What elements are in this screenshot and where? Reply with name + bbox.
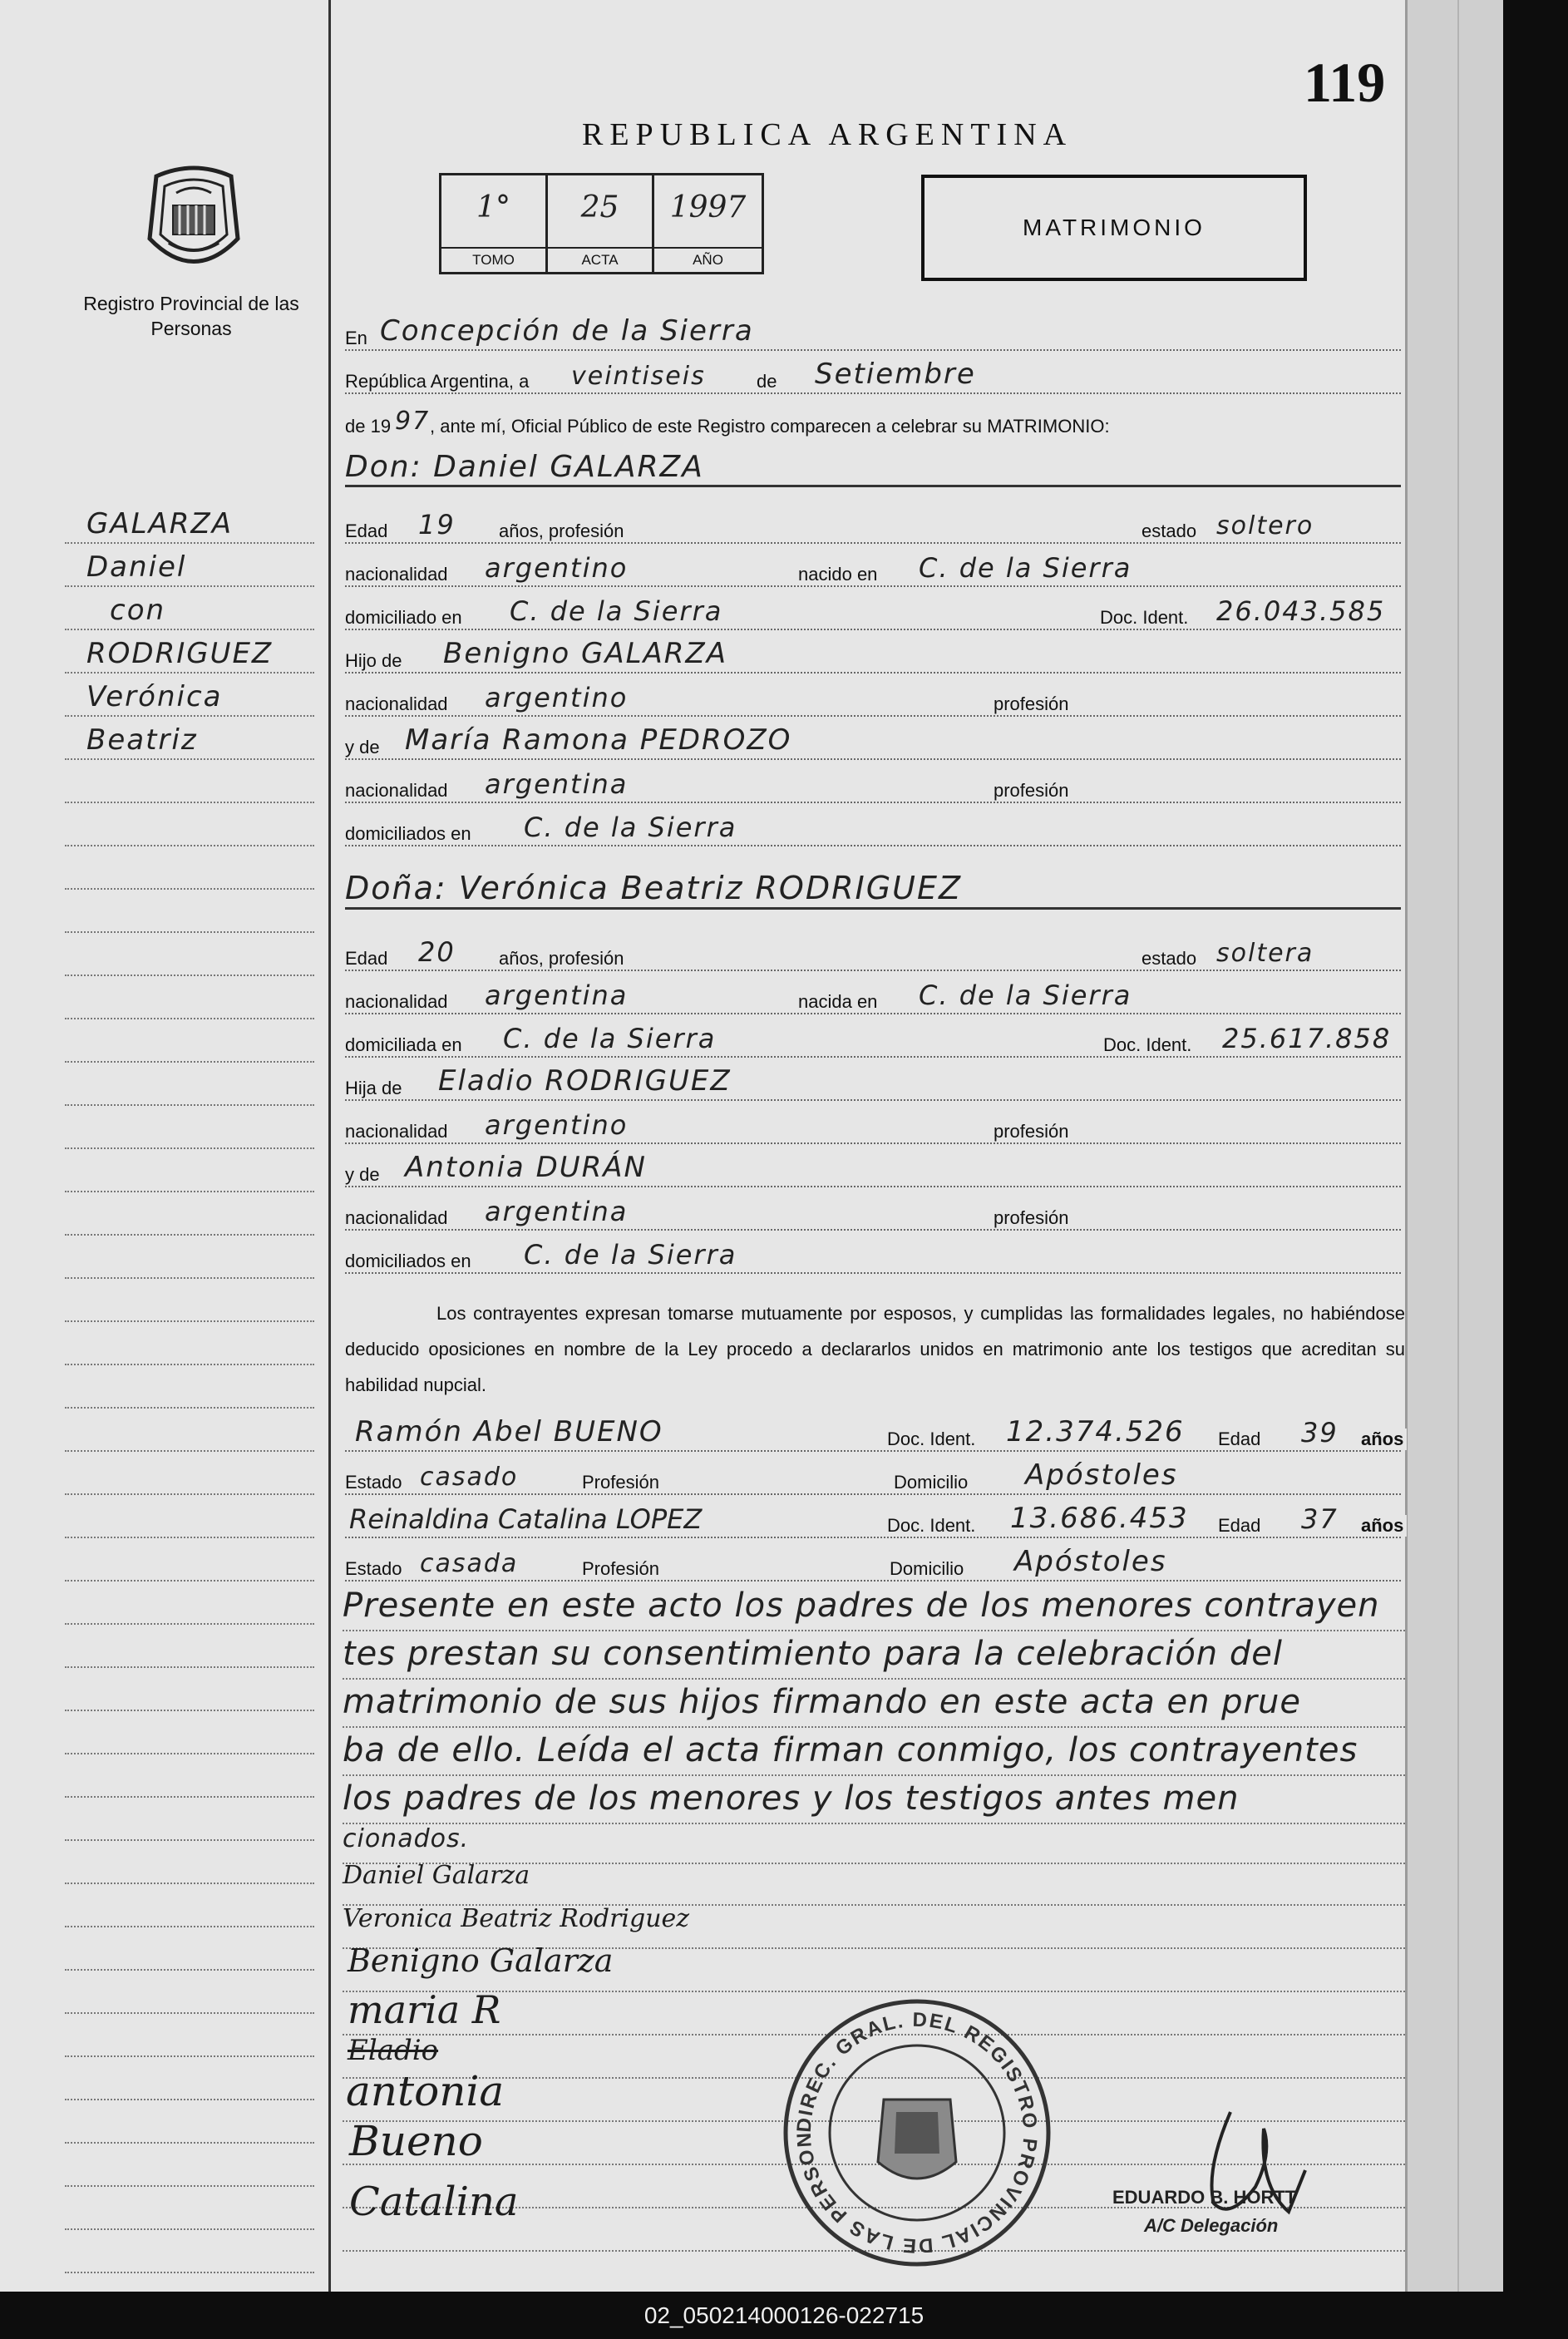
margin-name: RODRIGUEZ xyxy=(86,637,274,670)
margin-line xyxy=(65,722,314,765)
tomo-value: 1° xyxy=(476,190,510,225)
margin-line xyxy=(65,1154,314,1197)
groom-domicile-line xyxy=(345,592,1401,635)
margin-line xyxy=(65,635,314,679)
profesion-label: profesión xyxy=(994,1121,1072,1142)
official-signature-icon xyxy=(1181,2104,1347,2233)
profesion-label: profesión xyxy=(994,1207,1072,1229)
witness2-doc: 13.686.453 xyxy=(1010,1502,1189,1535)
witness2-name: Reinaldina Catalina LOPEZ xyxy=(349,1503,703,1535)
bride-mother-nationality: argentina xyxy=(485,1196,629,1227)
witness1-doc: 12.374.526 xyxy=(1006,1415,1185,1448)
groom-domicile: C. de la Sierra xyxy=(510,595,723,627)
margin-line xyxy=(65,2192,314,2235)
margin-line xyxy=(65,1457,314,1500)
note-rule xyxy=(343,1823,1405,1824)
doc-label: Doc. Ident. xyxy=(887,1429,979,1450)
groom-father-line xyxy=(345,635,1401,679)
nacionalidad-label: nacionalidad xyxy=(345,564,451,585)
edad-label: Edad xyxy=(1218,1429,1264,1450)
de-label: de xyxy=(757,371,780,392)
note-rule xyxy=(343,1630,1405,1631)
groom-father: Benigno GALARZA xyxy=(443,637,727,670)
margin-name: Beatriz xyxy=(86,723,198,757)
bride-birthplace: C. de la Sierra xyxy=(919,980,1132,1011)
groom-estado: soltero xyxy=(1216,511,1314,540)
bride-domicile-line xyxy=(345,1019,1401,1063)
appearance-text: , ante mí, Oficial Público de este Registro comparecen a celebrar su MATRIMONIO: xyxy=(430,416,1113,437)
declaration-paragraph xyxy=(345,1295,1405,1403)
republica-label: República Argentina, a xyxy=(345,371,532,392)
margin-line xyxy=(65,1630,314,1673)
profesion-label: profesión xyxy=(994,780,1072,802)
groom-parents-domicile-line xyxy=(345,808,1401,851)
margin-line xyxy=(65,895,314,938)
groom-father-nationality-line xyxy=(345,679,1401,722)
witness1-line xyxy=(345,1414,1404,1457)
margin-line xyxy=(65,1111,314,1154)
margin-rule xyxy=(328,0,331,2292)
margin-line xyxy=(65,1197,314,1241)
domiciliada-label: domiciliada en xyxy=(345,1034,466,1056)
witness1-age: 39 xyxy=(1301,1417,1339,1448)
bride-estado: soltera xyxy=(1216,939,1314,968)
estado-label: Estado xyxy=(345,1558,406,1580)
nacida-label: nacida en xyxy=(798,991,880,1013)
margin-name: con xyxy=(110,594,166,627)
margin-name: Verónica xyxy=(86,680,223,713)
signature: Catalina xyxy=(349,2179,519,2225)
declaration-text: Los contrayentes expresan tomarse mutuamente por esposos, y cumplidas las formalidades legales, no habiéndose deducido oposiciones en nombre de la Ley procedo a declararlos unidos en matrimonio ante los testigos que acreditan su habilidad nupcial. xyxy=(345,1303,1405,1395)
signature: antonia xyxy=(346,2067,505,2115)
witness1-name: Ramón Abel BUENO xyxy=(355,1415,663,1448)
note-line: los padres de los menores y los testigos antes men xyxy=(343,1779,1240,1818)
bride-father-line xyxy=(345,1063,1401,1106)
acta-value: 25 xyxy=(580,190,619,225)
tomo-acta-anio-box xyxy=(439,173,764,274)
groom-name-line xyxy=(345,449,1401,492)
groom-doc: 26.043.585 xyxy=(1216,595,1386,627)
margin-line xyxy=(65,765,314,808)
witness2-line xyxy=(345,1500,1404,1543)
nacido-label: nacido en xyxy=(798,564,880,585)
groom-mother: María Ramona PEDROZO xyxy=(405,723,792,757)
note-rule xyxy=(343,1726,1405,1728)
tomo-cell xyxy=(441,175,548,272)
witness2-estado: casada xyxy=(420,1549,519,1578)
margin-line xyxy=(65,1846,314,1889)
signature: Veronica Beatriz Rodriguez xyxy=(343,1904,690,1933)
groom-nationality-line xyxy=(345,549,1401,592)
acta-label: ACTA xyxy=(548,247,652,272)
y-de-label: y de xyxy=(345,1164,383,1186)
date-line xyxy=(345,356,1401,399)
note-line: tes prestan su consentimiento para la celebración del xyxy=(343,1635,1283,1673)
bride-parents-domicile-line xyxy=(345,1236,1401,1279)
month-value: Setiembre xyxy=(815,358,976,391)
bride-domicile: C. de la Sierra xyxy=(503,1023,717,1054)
profesion-label: Profesión xyxy=(582,1472,663,1493)
margin-line xyxy=(65,2235,314,2278)
margin-line xyxy=(65,1716,314,1759)
note-line: cionados. xyxy=(343,1824,470,1853)
folio-number: 119 xyxy=(1304,51,1386,114)
domiciliado-label: domiciliado en xyxy=(345,607,466,629)
nacionalidad-label: nacionalidad xyxy=(345,693,451,715)
witness2-status-line xyxy=(345,1543,1401,1586)
anios-profesion-label: años, profesión xyxy=(499,521,627,542)
estado-label: Estado xyxy=(345,1472,406,1493)
groom-birthplace: C. de la Sierra xyxy=(919,552,1132,584)
margin-line xyxy=(65,1673,314,1716)
margin-line xyxy=(65,981,314,1024)
groom-mother-nationality: argentina xyxy=(485,768,629,800)
margin-line xyxy=(65,2019,314,2062)
domiciliados-label: domiciliados en xyxy=(345,823,475,845)
official-name: EDUARDO B. HORTT xyxy=(1112,2187,1297,2208)
margin-line xyxy=(65,1241,314,1284)
signature: Bueno xyxy=(349,2117,483,2165)
book-spine xyxy=(1405,0,1503,2292)
profesion-label: Profesión xyxy=(582,1558,663,1580)
margin-name: GALARZA xyxy=(86,507,233,540)
bride-mother-line xyxy=(345,1149,1401,1192)
signature: Benigno Galarza xyxy=(348,1942,614,1979)
groom-age: 19 xyxy=(418,509,456,540)
witness1-domicile: Apóstoles xyxy=(1025,1458,1178,1492)
bride-mother: Antonia DURÁN xyxy=(405,1151,647,1184)
edad-label: Edad xyxy=(1218,1515,1264,1537)
margin-line xyxy=(65,549,314,592)
bride-doc: 25.617.858 xyxy=(1222,1023,1392,1054)
registry-label: Registro Provincial de las Personas xyxy=(83,293,299,339)
domiciliados-label: domiciliados en xyxy=(345,1251,475,1272)
place-line xyxy=(345,313,1401,356)
hijo-label: Hijo de xyxy=(345,650,405,672)
margin-line xyxy=(65,2149,314,2192)
en-label: En xyxy=(345,328,371,349)
groom-name: Don: Daniel GALARZA xyxy=(345,450,704,484)
margin-line xyxy=(65,1932,314,1976)
groom-father-nationality: argentino xyxy=(485,682,629,713)
country-title: REPUBLICA ARGENTINA xyxy=(582,117,1073,152)
domicilio-label: Domicilio xyxy=(894,1472,971,1493)
anio-value: 1997 xyxy=(669,190,747,225)
official-seal xyxy=(780,1996,1054,2274)
edad-label: Edad xyxy=(345,948,391,970)
margin-line xyxy=(65,938,314,981)
signature-rule xyxy=(343,1991,1405,1992)
witness2-age: 37 xyxy=(1301,1503,1339,1535)
nacionalidad-label: nacionalidad xyxy=(345,1207,451,1229)
margin-line xyxy=(65,1370,314,1414)
bride-father: Eladio RODRIGUEZ xyxy=(438,1064,732,1098)
doc-label: Doc. Ident. xyxy=(887,1515,979,1537)
domicilio-label: Domicilio xyxy=(890,1558,967,1580)
anio-cell xyxy=(654,175,762,272)
bride-nationality: argentina xyxy=(485,980,629,1011)
year-value: 97 xyxy=(395,407,431,436)
margin-line xyxy=(65,851,314,895)
place-value: Concepción de la Sierra xyxy=(380,314,754,348)
bride-mother-nationality-line xyxy=(345,1192,1401,1236)
groom-mother-nationality-line xyxy=(345,765,1401,808)
provincial-emblem-icon xyxy=(140,160,248,280)
margin-line xyxy=(65,2062,314,2105)
official-title: A/C Delegación xyxy=(1144,2215,1279,2236)
bride-parents-domicile: C. de la Sierra xyxy=(524,1239,737,1271)
day-value: veintiseis xyxy=(571,362,706,391)
margin-line xyxy=(65,1976,314,2019)
margin-line xyxy=(65,1414,314,1457)
note-rule xyxy=(343,1774,1405,1776)
bride-name-line xyxy=(345,871,1401,915)
note-line: matrimonio de sus hijos firmando en este acta en prue xyxy=(343,1683,1301,1721)
signature: maria R xyxy=(348,1987,501,2032)
bride-age: 20 xyxy=(418,936,456,968)
anios-profesion-label: años, profesión xyxy=(499,948,627,970)
margin-line xyxy=(65,1586,314,1630)
nacionalidad-label: nacionalidad xyxy=(345,1121,451,1142)
scan-identifier: 02_050214000126-022715 xyxy=(0,2292,1568,2339)
tomo-label: TOMO xyxy=(441,247,545,272)
anio-label: AÑO xyxy=(654,247,762,272)
anios-label: años xyxy=(1361,1429,1407,1450)
note-rule xyxy=(343,1678,1405,1680)
estado-label: estado xyxy=(1141,521,1200,542)
margin-line xyxy=(65,1024,314,1068)
note-line: ba de ello. Leída el acta firman conmigo, los contrayentes xyxy=(343,1731,1358,1769)
bride-name: Doña: Verónica Beatriz RODRIGUEZ xyxy=(345,870,963,906)
bride-father-nationality: argentino xyxy=(485,1109,629,1141)
margin-name: Daniel xyxy=(86,550,187,584)
nacionalidad-label: nacionalidad xyxy=(345,780,451,802)
year-prefix: de 19 xyxy=(345,416,394,437)
doc-label: Doc. Ident. xyxy=(1103,1034,1195,1056)
bride-nationality-line xyxy=(345,976,1401,1019)
doc-label: Doc. Ident. xyxy=(1100,607,1191,629)
margin-line xyxy=(65,1543,314,1586)
anios-label: años xyxy=(1361,1515,1407,1537)
acta-cell xyxy=(548,175,654,272)
margin-line xyxy=(65,506,314,549)
estado-label: estado xyxy=(1141,948,1200,970)
hija-label: Hija de xyxy=(345,1078,405,1099)
margin-line xyxy=(65,679,314,722)
edad-label: Edad xyxy=(345,521,391,542)
margin-line xyxy=(65,2105,314,2149)
margin-line xyxy=(65,1803,314,1846)
groom-nationality: argentino xyxy=(485,552,629,584)
note-line: Presente en este acto los padres de los menores contrayen xyxy=(343,1586,1380,1625)
bride-father-nationality-line xyxy=(345,1106,1401,1149)
bride-age-line xyxy=(345,933,1401,976)
nacionalidad-label: nacionalidad xyxy=(345,991,451,1013)
signature: Eladio xyxy=(348,2034,439,2067)
margin-line xyxy=(65,592,314,635)
margin-line xyxy=(65,1500,314,1543)
y-de-label: y de xyxy=(345,737,383,758)
groom-age-line xyxy=(345,506,1401,549)
year-line xyxy=(345,401,1401,444)
margin-line xyxy=(65,1889,314,1932)
profesion-label: profesión xyxy=(994,693,1072,715)
margin-line xyxy=(65,1068,314,1111)
groom-parents-domicile: C. de la Sierra xyxy=(524,812,737,843)
witness2-domicile: Apóstoles xyxy=(1014,1545,1167,1578)
margin-line xyxy=(65,1327,314,1370)
margin-line xyxy=(65,808,314,851)
witness1-status-line xyxy=(345,1457,1401,1500)
witness1-estado: casado xyxy=(420,1463,519,1492)
seal-text: DIREC. GRAL. DEL REGISTRO PROVINCIAL DE LAS PERSON xyxy=(792,2008,1042,2258)
act-type-box: MATRIMONIO xyxy=(921,175,1307,281)
margin-line xyxy=(65,1284,314,1327)
signature: Daniel Galarza xyxy=(343,1861,530,1890)
groom-mother-line xyxy=(345,722,1401,765)
margin-line xyxy=(65,1759,314,1803)
